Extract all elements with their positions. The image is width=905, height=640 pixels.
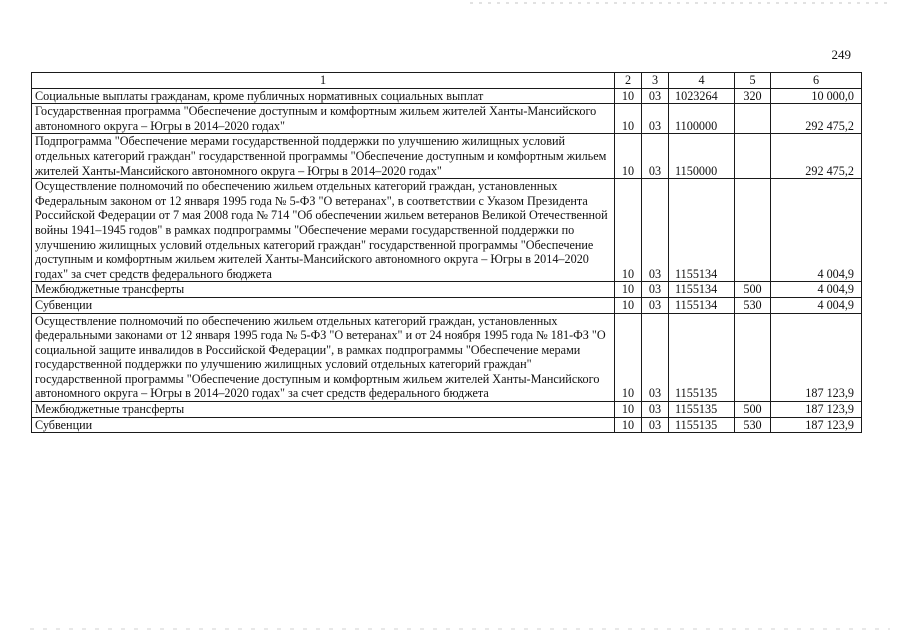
row-name: Субвенции [32, 297, 615, 313]
header-cell-target: 4 [669, 73, 735, 89]
row-target: 1155134 [669, 179, 735, 282]
table-row [32, 134, 862, 179]
row-expense-type [735, 179, 771, 282]
header-cell-expense-type: 5 [735, 73, 771, 89]
row-expense-type [735, 313, 771, 402]
row-name: Межбюджетные трансферты [32, 282, 615, 298]
row-amount: 10 000,0 [771, 88, 862, 104]
table-row [32, 417, 862, 433]
row-subsection: 03 [642, 417, 669, 433]
header-cell-amount: 6 [771, 73, 862, 89]
row-amount: 187 123,9 [771, 402, 862, 418]
row-target: 1100000 [669, 104, 735, 134]
page-number: 249 [831, 47, 851, 62]
row-subsection: 03 [642, 134, 669, 179]
row-section: 10 [615, 104, 642, 134]
row-section: 10 [615, 417, 642, 433]
table-row [32, 402, 862, 418]
row-amount: 187 123,9 [771, 313, 862, 402]
table-row [32, 88, 862, 104]
row-section: 10 [615, 282, 642, 298]
row-expense-type: 530 [735, 297, 771, 313]
row-subsection: 03 [642, 402, 669, 418]
table-row [32, 282, 862, 298]
row-name: Субвенции [32, 417, 615, 433]
row-target: 1155135 [669, 313, 735, 402]
row-expense-type [735, 104, 771, 134]
row-name: Социальные выплаты гражданам, кроме публичных нормативных социальных выплат [32, 88, 615, 104]
row-subsection: 03 [642, 179, 669, 282]
header-cell-section: 2 [615, 73, 642, 89]
row-target: 1155134 [669, 297, 735, 313]
row-amount: 4 004,9 [771, 297, 862, 313]
row-subsection: 03 [642, 313, 669, 402]
row-subsection: 03 [642, 104, 669, 134]
row-subsection: 03 [642, 297, 669, 313]
table-header-row [32, 73, 862, 89]
table-row [32, 297, 862, 313]
table-row [32, 313, 862, 402]
header-cell-subsection: 3 [642, 73, 669, 89]
row-expense-type: 500 [735, 282, 771, 298]
budget-table [31, 72, 862, 433]
row-target: 1155135 [669, 417, 735, 433]
row-section: 10 [615, 297, 642, 313]
row-subsection: 03 [642, 282, 669, 298]
row-amount: 4 004,9 [771, 179, 862, 282]
scan-artifact-bottom [30, 628, 890, 630]
row-amount: 292 475,2 [771, 104, 862, 134]
row-expense-type: 500 [735, 402, 771, 418]
row-section: 10 [615, 88, 642, 104]
row-target: 1150000 [669, 134, 735, 179]
row-name: Подпрограмма "Обеспечение мерами государственной поддержки по улучшению жилищных условий отдельных категорий граждан" государственной программы "Обеспечение доступным и комфортным жильем жителей Ханты-Мансийского автономного округа – Югры в 2014–2020 годах" [32, 134, 615, 179]
row-name: Межбюджетные трансферты [32, 402, 615, 418]
row-section: 10 [615, 313, 642, 402]
row-expense-type: 320 [735, 88, 771, 104]
row-section: 10 [615, 179, 642, 282]
row-subsection: 03 [642, 88, 669, 104]
header-cell-name: 1 [32, 73, 615, 89]
row-name: Государственная программа "Обеспечение доступным и комфортным жильем жителей Ханты-Мансийского автономного округа – Югры в 2014–2020 годах" [32, 104, 615, 134]
row-target: 1023264 [669, 88, 735, 104]
table-row [32, 104, 862, 134]
row-target: 1155134 [669, 282, 735, 298]
row-expense-type [735, 134, 771, 179]
row-name: Осуществление полномочий по обеспечению жильем отдельных категорий граждан, установленных федеральными законами от 12 января 1995 года № 5-ФЗ "О ветеранах" и от 24 ноября 1995 года № 181-ФЗ "О социальной защите инвалидов в Российской Федерации", в рамках подпрограммы "Обеспечение мерами государственной поддержки по улучшению жилищных условий отдельных категорий граждан" государственной программы "Обеспечение доступным и комфортным жильем жителей Ханты-Мансийского автономного округа – Югры в 2014–2020 годах" за счет средств федерального бюджета [32, 313, 615, 402]
row-amount: 292 475,2 [771, 134, 862, 179]
row-amount: 4 004,9 [771, 282, 862, 298]
row-section: 10 [615, 134, 642, 179]
row-section: 10 [615, 402, 642, 418]
row-target: 1155135 [669, 402, 735, 418]
row-name: Осуществление полномочий по обеспечению жильем отдельных категорий граждан, установленных Федеральным законом от 12 января 1995 года № 5-ФЗ "О ветеранах", в соответствии с Указом Президента Российской Федерации от 7 мая 2008 года № 714 "Об обеспечении жильем ветеранов Великой Отечественной войны 1941–1945 годов" в рамках подпрограммы "Обеспечение мерами государственной поддержки по улучшению жилищных условий отдельных категорий граждан" государственной программы "Обеспечение доступным и комфортным жильем жителей Ханты-Мансийского автономного округа – Югры в 2014–2020 годах" за счет средств федерального бюджета [32, 179, 615, 282]
row-expense-type: 530 [735, 417, 771, 433]
row-amount: 187 123,9 [771, 417, 862, 433]
table-row [32, 179, 862, 282]
scan-artifact-top [470, 2, 890, 4]
